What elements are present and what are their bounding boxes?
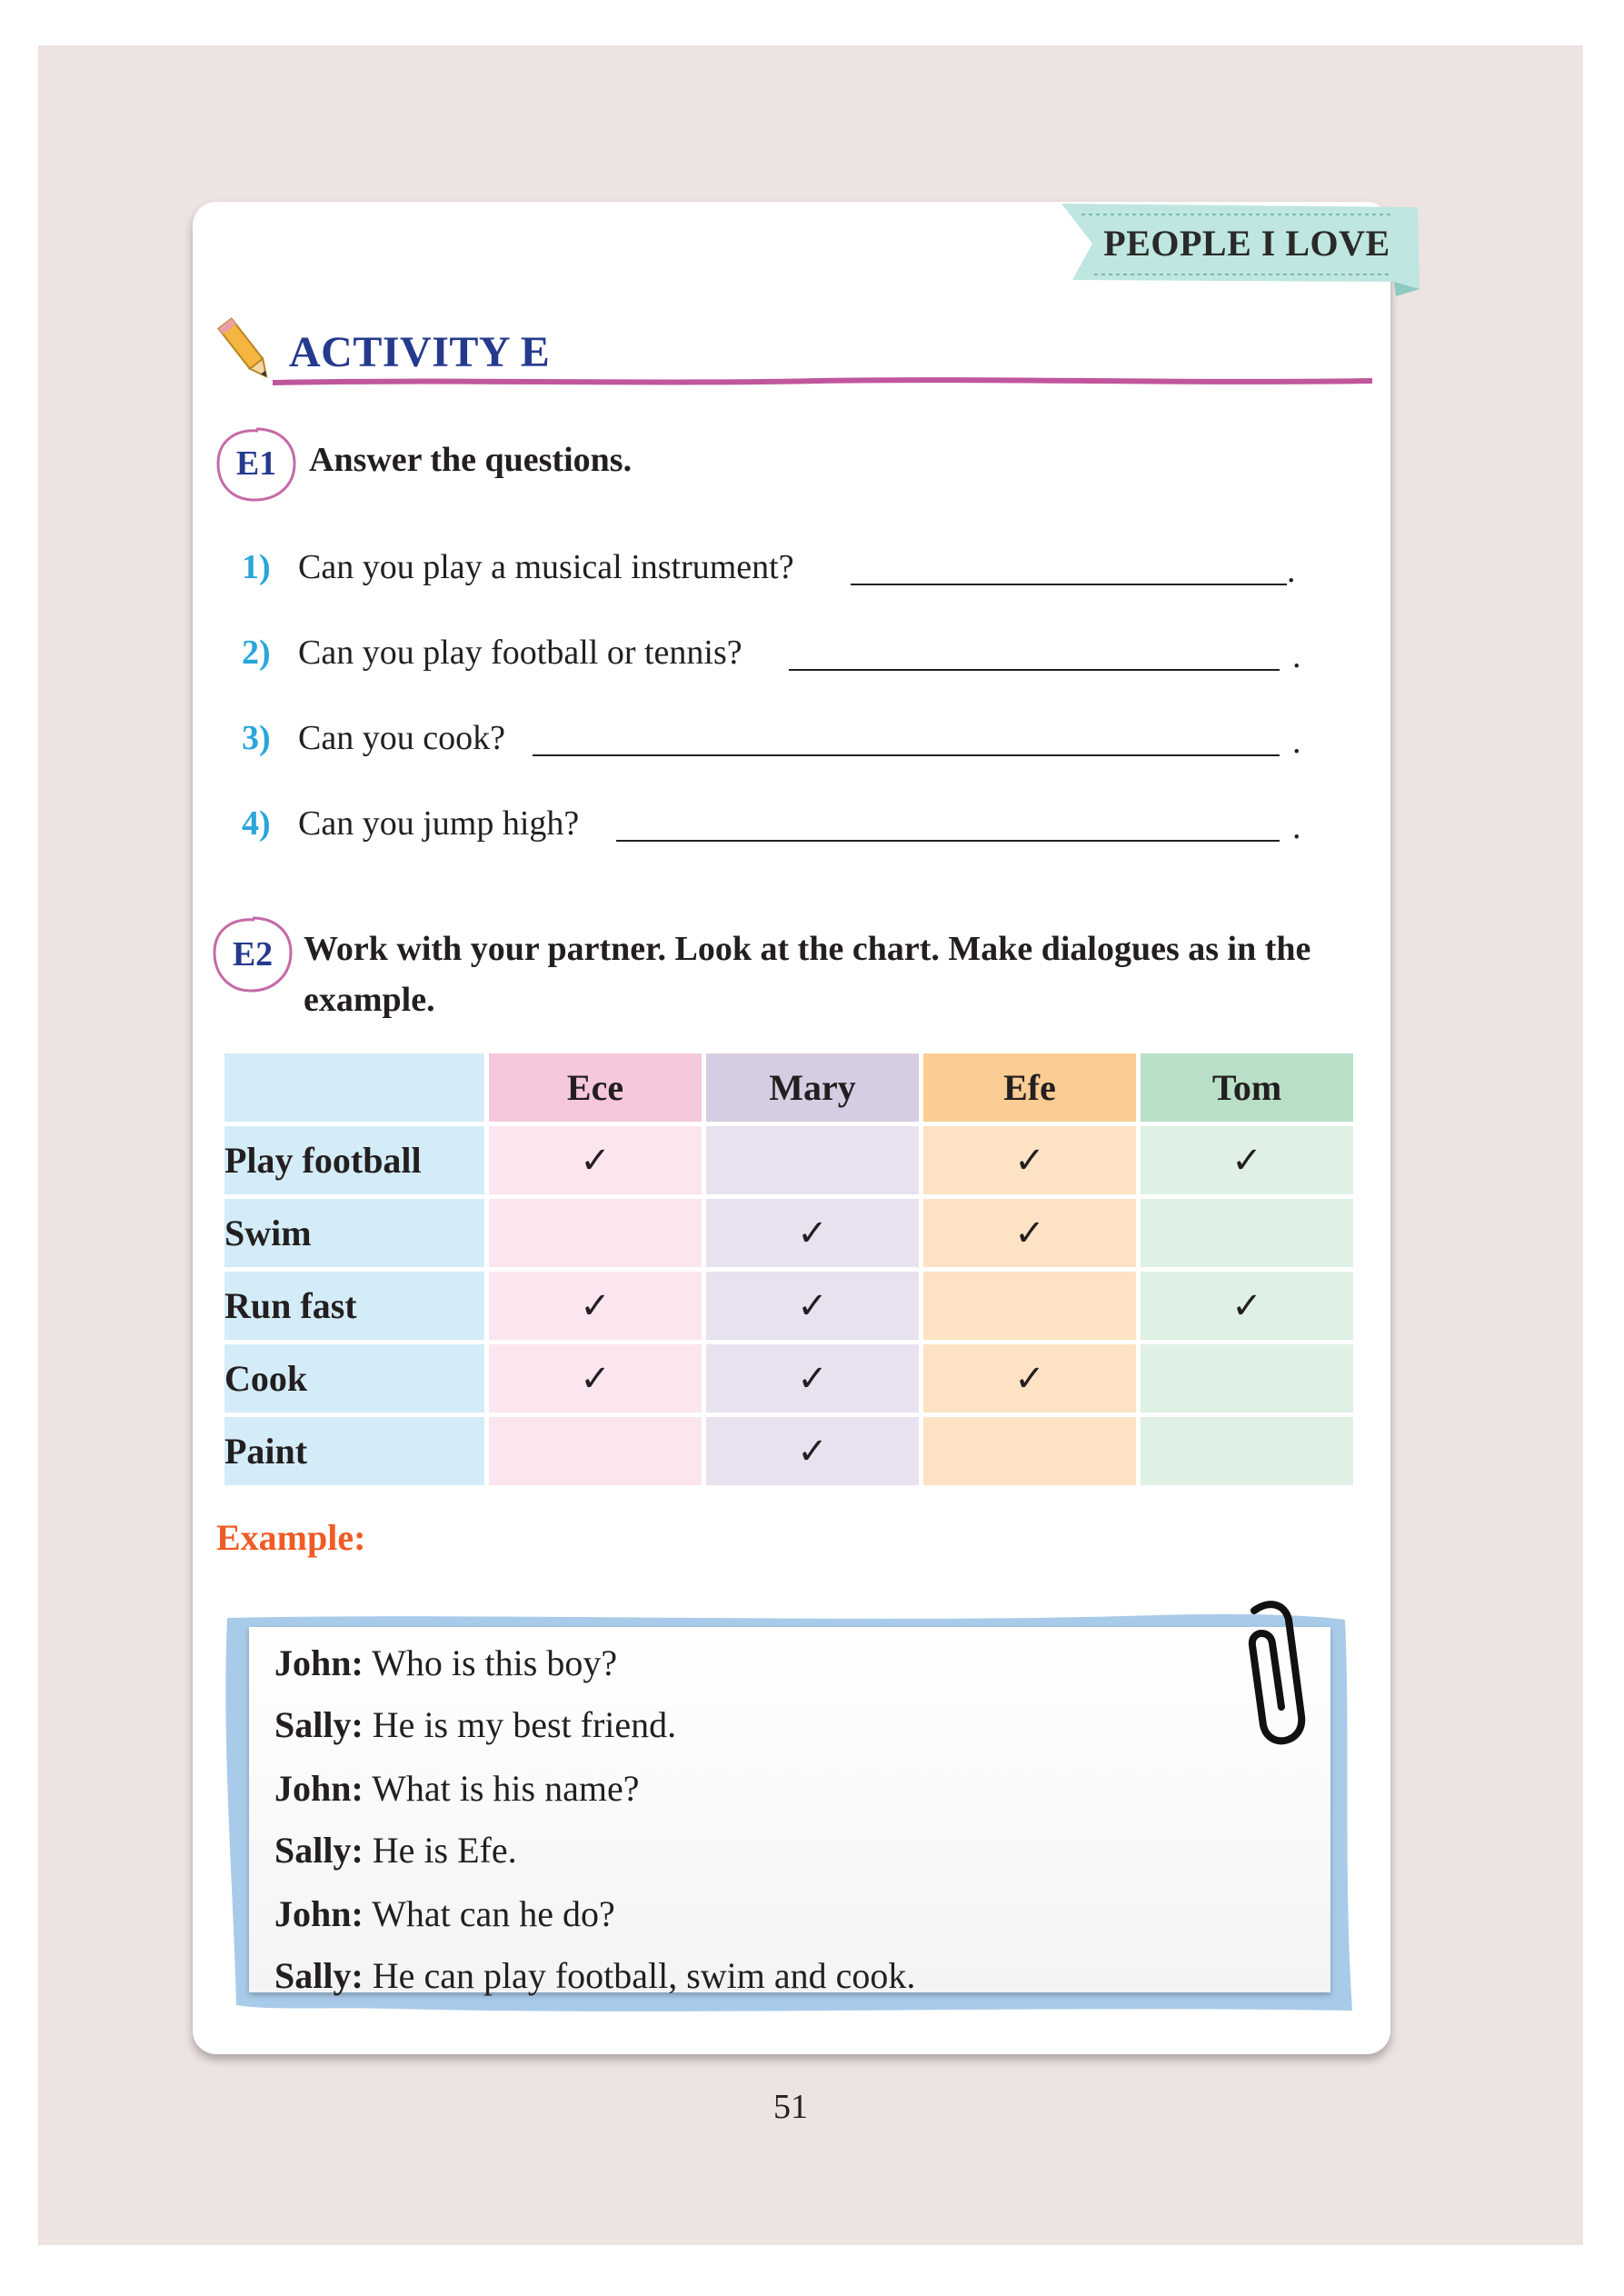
dialogue-line xyxy=(274,1642,617,1684)
row-label: Swim xyxy=(224,1199,484,1267)
dialogue-text: He is my best friend. xyxy=(372,1704,677,1745)
table-cell xyxy=(489,1417,702,1485)
table-row xyxy=(224,1199,1353,1267)
table-header-row xyxy=(224,1053,1353,1122)
row-label: Play football xyxy=(224,1126,484,1194)
table-cell xyxy=(923,1272,1136,1340)
column-header-tom: Tom xyxy=(1141,1053,1353,1122)
dialogue-line xyxy=(274,1954,915,1997)
dialogue-text: Who is this boy? xyxy=(372,1642,618,1683)
e2-instruction-line1: Work with your partner. Look at the chart. Make dialogues as in the xyxy=(304,930,1311,968)
dialogue-text: He is Efe. xyxy=(372,1830,517,1871)
table-corner xyxy=(224,1053,484,1122)
table-cell: ✓ xyxy=(489,1344,702,1413)
question-end: . xyxy=(1292,637,1301,675)
dialogue-line xyxy=(274,1829,517,1872)
table-cell xyxy=(706,1126,919,1194)
e1-badge: E1 xyxy=(235,444,277,483)
answer-line[interactable] xyxy=(533,718,1280,756)
question-end: . xyxy=(1292,723,1301,761)
question-item xyxy=(242,718,505,758)
question-text: Can you cook? xyxy=(298,719,505,757)
speaker-name: Sally: xyxy=(274,1704,364,1745)
table-cell xyxy=(489,1199,702,1267)
dialogue-text: He can play football, swim and cook. xyxy=(372,1955,916,1996)
question-number: 2) xyxy=(242,634,271,672)
table-cell: ✓ xyxy=(489,1126,702,1194)
table-cell xyxy=(1141,1344,1353,1413)
table-cell xyxy=(1141,1417,1353,1485)
column-header-efe: Efe xyxy=(923,1053,1136,1122)
question-number: 1) xyxy=(242,548,271,586)
speaker-name: John: xyxy=(274,1893,364,1934)
page-number: 51 xyxy=(773,2088,808,2126)
answer-line[interactable] xyxy=(616,804,1280,842)
column-header-mary: Mary xyxy=(706,1053,919,1122)
e1-instruction: Answer the questions. xyxy=(309,441,633,479)
answer-line[interactable] xyxy=(789,633,1280,671)
row-label: Cook xyxy=(224,1344,484,1413)
row-label: Paint xyxy=(224,1417,484,1485)
table-row xyxy=(224,1417,1353,1485)
table-row xyxy=(224,1344,1353,1413)
dialogue-text: What can he do? xyxy=(372,1893,615,1934)
activity-title: ACTIVITY E xyxy=(289,328,551,376)
row-label: Run fast xyxy=(224,1272,484,1340)
answer-line[interactable] xyxy=(851,547,1287,585)
section-ribbon xyxy=(1045,202,1423,296)
question-text: Can you play a musical instrument? xyxy=(298,548,794,586)
question-item xyxy=(242,804,579,844)
table-cell: ✓ xyxy=(706,1272,919,1340)
example-label: Example: xyxy=(216,1517,366,1558)
table-row xyxy=(224,1126,1353,1194)
abilities-table xyxy=(220,1049,1358,1490)
table-cell: ✓ xyxy=(923,1199,1136,1267)
speaker-name: Sally: xyxy=(274,1830,364,1871)
table-cell: ✓ xyxy=(1141,1126,1353,1194)
table-cell: ✓ xyxy=(923,1126,1136,1194)
dialogue-line xyxy=(274,1767,639,1810)
dialogue-text: What is his name? xyxy=(372,1768,640,1809)
table-row xyxy=(224,1272,1353,1340)
column-header-ece: Ece xyxy=(489,1053,702,1122)
table-cell xyxy=(1141,1199,1353,1267)
question-item xyxy=(242,547,794,587)
question-text: Can you jump high? xyxy=(298,804,580,843)
table-cell: ✓ xyxy=(489,1272,702,1340)
question-text: Can you play football or tennis? xyxy=(298,634,742,672)
table-cell: ✓ xyxy=(1141,1272,1353,1340)
e2-badge: E2 xyxy=(232,935,274,973)
table-cell: ✓ xyxy=(706,1417,919,1485)
speaker-name: John: xyxy=(274,1768,364,1809)
question-item xyxy=(242,633,742,673)
e2-instruction-line2: example. xyxy=(304,981,435,1019)
table-cell: ✓ xyxy=(923,1344,1136,1413)
question-end: . xyxy=(1292,808,1301,846)
table-cell: ✓ xyxy=(706,1199,919,1267)
ribbon-label: PEOPLE I LOVE xyxy=(1103,223,1390,264)
table-cell: ✓ xyxy=(706,1344,919,1413)
pencil-icon xyxy=(216,314,276,387)
question-number: 4) xyxy=(242,804,271,843)
dialogue-line xyxy=(274,1892,615,1935)
question-number: 3) xyxy=(242,719,271,757)
question-end: . xyxy=(1287,552,1296,590)
dialogue-line xyxy=(274,1703,676,1746)
speaker-name: John: xyxy=(274,1642,364,1683)
speaker-name: Sally: xyxy=(274,1955,364,1996)
paperclip-icon xyxy=(1241,1598,1314,1752)
title-underline xyxy=(273,376,1372,387)
table-cell xyxy=(923,1417,1136,1485)
